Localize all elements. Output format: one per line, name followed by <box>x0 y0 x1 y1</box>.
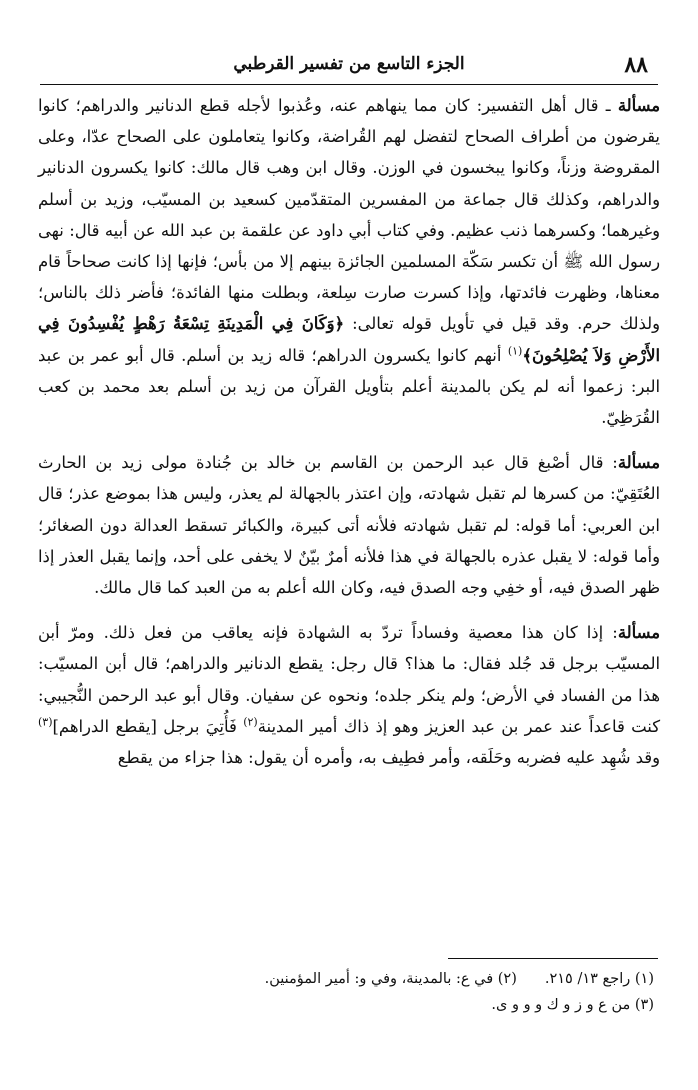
masala-label: مسألة <box>617 623 660 643</box>
running-title: الجزء التاسع من تفسير القرطبي <box>233 54 465 74</box>
footnote-ref-3[interactable]: (٣) <box>38 715 53 729</box>
footnote-3: (٣) من ع و ز و ك و و و ى. <box>491 997 654 1013</box>
masala-label: مسألة <box>617 453 660 473</box>
page-header <box>40 50 658 85</box>
quran-verse: ﴿وَكَانَ فِي الْمَدِينَةِ تِسْعَةُ رَهْطٍ يُفْسِدُونَ فِي الأَرْضِ وَلاَ يُصْلِحُونَ﴾ <box>38 314 660 365</box>
footnote-ref-1[interactable]: (١) <box>507 344 523 358</box>
paragraph-2 <box>38 447 660 603</box>
footnote-ref-2[interactable]: (٢) <box>243 715 258 729</box>
footnotes <box>40 966 654 1018</box>
footnote-2: (٢) في ع: بالمدينة، وفي و: أمير المؤمنين. <box>264 971 517 987</box>
footnote-line <box>40 992 654 1018</box>
paragraph-text: وقد شُهِد عليه فضربه وحَلَقه، وأمر فطِيف به، وأمره أن يقول: هذا جزاء من يقطع <box>117 748 660 768</box>
paragraph-text: : إذا كان هذا معصية وفساداً تردّ به الشهادة فإنه يعاقب من فعل ذلك. ومرّ أبن المسيّب برجل قد جُلد فقال: ما هذا؟ قال رجل: يقطع الدنانير والدراهم؛ قال أبن المسيّب: هذا من الفساد في الأرض؛ ولم ينكر جلده؛ ونحوه عن سفيان. وقال أبو عبد الرحمن النُّجيبي: كنت قاعداً عند عمر بن عبد العزيز وهو إذ ذاك أمير المدينة <box>38 623 661 736</box>
footnote-1: (١) راجع ١٣/ ٢١٥. <box>544 971 654 987</box>
main-text <box>38 90 660 787</box>
paragraph-text: ـ قال أهل التفسير: كان مما ينهاهم عنه، وعُذبوا لأجله قطع الدنانير والدراهم؛ كانوا يقرضون من أطراف الصحاح لتفضل لهم القُراضة، وكانوا يتعاملون على الصحاح عدّا، وعلى المقروضة وزناً، وكانوا يبخسون في الوزن. وقال ابن وهب قال مالك: كانوا يكسرون الدنانير والدراهم، وكذلك قال جماعة من المفسرين المتقدّمين كسعيد بن المسيّب، وزيد بن أسلم وغيرهما؛ وكسرهما ذنب عظيم. وفي كتاب أبي داود عن علقمة بن عبد الله عن أبيه قال: نهى رسول الله ﷺ أن تكسر سَكّة المسلمين الجائزة بينهم إلا من بأس؛ فإنها إذا كانت صحاحاً قام معناها، وظهرت فائدتها، وإذا كسرت صارت سِلعة، وبطلت منها الفائدة؛ فأضر ذلك بالناس؛ ولذلك حرم. وقد قيل في تأويل قوله تعالى: <box>38 96 660 334</box>
footnote-divider <box>448 958 658 959</box>
masala-label: مسألة <box>617 96 660 115</box>
page-number: ٨٨ <box>624 52 648 78</box>
paragraph-3 <box>38 617 660 773</box>
paragraph-text: فَأُتِيَ برجل [يقطع الدراهم] <box>52 716 244 736</box>
footnote-line <box>40 966 654 992</box>
paragraph-text: أنهم كانوا يكسرون الدراهم؛ قاله زيد بن أسلم. قال أبو عمر بن عبد البر: زعموا أنه لم يكن بالمدينة أعلم بتأويل القرآن من زيد بن أسلم بعد محمد بن كعب القُرَظِيّ. <box>38 345 660 428</box>
paragraph-1 <box>38 90 660 433</box>
paragraph-text: : قال أصْبغ قال عبد الرحمن بن القاسم بن خالد بن جُنادة مولى زيد بن الحارث العُتَقِيّ: من كسرها لم تقبل شهادته، وإن اعتذر بالجهالة لم يعذر، وليس هذا بموضع عذر؛ قال ابن العربي: أما قوله: لم تقبل شهادته فلأنه أتى كبيرة، والكبائر تسقط العدالة دون الصغائر؛ وأما قوله: لا يقبل عذره بالجهالة في هذا فلأنه أمرٌ بيّنٌ لا يخفى على أحد، وإنما يقبل العذر إذا ظهر الصدق فيه، أو خفِي وجه الصدق فيه، وكان الله أعلم به من العبد كما قال مالك. <box>38 453 660 598</box>
